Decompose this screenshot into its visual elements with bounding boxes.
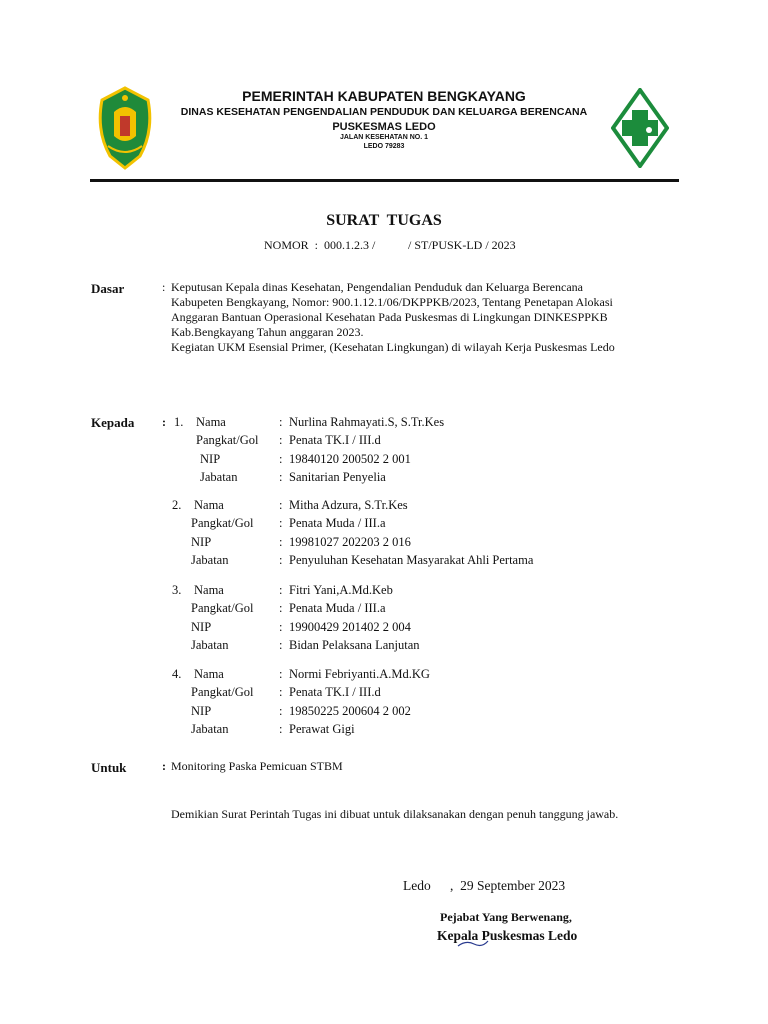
- colon: :: [279, 433, 283, 447]
- untuk-label: Untuk: [91, 760, 127, 775]
- header-department-name: DINAS KESEHATAN PENGENDALIAN PENDUDUK DAN KELUARGA BERENCANA: [180, 106, 588, 118]
- dasar-line-1: Keputusan Kepala dinas Kesehatan, Pengendalian Penduduk dan Keluarga Berencana: [171, 280, 583, 294]
- signatory-title: Pejabat Yang Berwenang,: [440, 910, 572, 924]
- person-1-nip-label: NIP: [200, 452, 221, 466]
- untuk-colon: :: [162, 759, 166, 773]
- person-4-number: 4.: [172, 667, 182, 681]
- colon: :: [279, 583, 283, 597]
- dasar-line-2: Kabupeten Bengkayang, Nomor: 900.1.12.1/06/DKPPKB/2023, Tentang Penetapan Alokasi: [171, 295, 613, 309]
- person-3-number: 3.: [172, 583, 182, 597]
- person-4-pangkat-label: Pangkat/Gol: [191, 685, 254, 699]
- person-1-jabatan: Sanitarian Penyelia: [289, 470, 386, 484]
- person-1-pangkat: Penata TK.I / III.d: [289, 433, 381, 447]
- person-3-nama: Fitri Yani,A.Md.Keb: [289, 583, 393, 597]
- person-2-pangkat-label: Pangkat/Gol: [191, 516, 254, 530]
- person-2-jabatan-label: Jabatan: [191, 553, 229, 567]
- dasar-colon: :: [162, 280, 166, 294]
- colon: :: [279, 620, 283, 634]
- person-4-nip-label: NIP: [191, 704, 212, 718]
- person-1-number: 1.: [174, 415, 184, 429]
- person-1-jabatan-label: Jabatan: [200, 470, 238, 484]
- document-number-label: NOMOR : 000.1.2.3 /: [264, 238, 376, 252]
- person-2-nama-label: Nama: [194, 498, 224, 512]
- person-4-nama: Normi Febriyanti.A.Md.KG: [289, 667, 430, 681]
- colon: :: [279, 553, 283, 567]
- colon: :: [279, 498, 283, 512]
- person-4-jabatan-label: Jabatan: [191, 722, 229, 736]
- person-3-nama-label: Nama: [194, 583, 224, 597]
- person-4-jabatan: Perawat Gigi: [289, 722, 355, 736]
- date: , 29 September 2023: [450, 878, 566, 893]
- bengkayang-regency-logo: [96, 86, 154, 170]
- place: Ledo: [403, 878, 431, 893]
- header-divider: [90, 179, 679, 182]
- dasar-line-5: Kegiatan UKM Esensial Primer, (Kesehatan Lingkungan) di wilayah Kerja Puskesmas Ledo: [171, 340, 615, 354]
- kepada-colon: :: [162, 415, 166, 429]
- person-2-number: 2.: [172, 498, 182, 512]
- person-4-nip: 19850225 200604 2 002: [289, 704, 411, 718]
- person-1-nama: Nurlina Rahmayati.S, S.Tr.Kes: [289, 415, 445, 429]
- colon: :: [279, 516, 283, 530]
- header-postal: LEDO 79283: [363, 143, 405, 150]
- person-1-nama-label: Nama: [196, 415, 226, 429]
- colon: :: [279, 415, 283, 429]
- colon: :: [279, 638, 283, 652]
- document-title: SURAT TUGAS: [326, 212, 442, 229]
- header-address: JALAN KESEHATAN NO. 1: [339, 134, 429, 141]
- person-2-nip-label: NIP: [191, 535, 212, 549]
- dasar-label: Dasar: [91, 281, 125, 296]
- person-1-pangkat-label: Pangkat/Gol: [196, 433, 259, 447]
- person-3-jabatan-label: Jabatan: [191, 638, 229, 652]
- colon: :: [279, 667, 283, 681]
- kepada-label: Kepada: [91, 415, 135, 430]
- signatory-position: Kepala Puskesmas Ledo: [437, 928, 578, 943]
- person-4-pangkat: Penata TK.I / III.d: [289, 685, 381, 699]
- colon: :: [279, 722, 283, 736]
- dasar-line-3: Anggaran Bantuan Operasional Kesehatan Pada Puskesmas di Lingkungan DINKESPPKB: [171, 310, 608, 324]
- dasar-line-4: Kab.Bengkayang Tahun anggaran 2023.: [171, 325, 364, 339]
- document-number-suffix: / ST/PUSK-LD / 2023: [408, 238, 516, 252]
- colon: :: [279, 704, 283, 718]
- person-2-nama: Mitha Adzura, S.Tr.Kes: [289, 498, 408, 512]
- person-1-nip: 19840120 200502 2 001: [289, 452, 411, 466]
- colon: :: [279, 470, 283, 484]
- colon: :: [279, 535, 283, 549]
- person-3-jabatan: Bidan Pelaksana Lanjutan: [289, 638, 420, 652]
- closing-sentence: Demikian Surat Perintah Tugas ini dibuat untuk dilaksanakan dengan penuh tanggung jawab.: [171, 807, 619, 821]
- person-3-nip: 19900429 201402 2 004: [289, 620, 411, 634]
- colon: :: [279, 452, 283, 466]
- person-3-pangkat-label: Pangkat/Gol: [191, 601, 254, 615]
- header-puskesmas-name: PUSKESMAS LEDO: [332, 121, 436, 133]
- puskesmas-logo: [611, 88, 669, 168]
- person-3-nip-label: NIP: [191, 620, 212, 634]
- person-2-nip: 19981027 202203 2 016: [289, 535, 411, 549]
- person-2-pangkat: Penata Muda / III.a: [289, 516, 386, 530]
- colon: :: [279, 601, 283, 615]
- colon: :: [279, 685, 283, 699]
- person-2-jabatan: Penyuluhan Kesehatan Masyarakat Ahli Pertama: [289, 553, 534, 567]
- person-3-pangkat: Penata Muda / III.a: [289, 601, 386, 615]
- header-government-name: PEMERINTAH KABUPATEN BENGKAYANG: [242, 88, 526, 104]
- signature-stroke: [456, 936, 490, 948]
- untuk-text: Monitoring Paska Pemicuan STBM: [171, 759, 343, 773]
- person-4-nama-label: Nama: [194, 667, 224, 681]
